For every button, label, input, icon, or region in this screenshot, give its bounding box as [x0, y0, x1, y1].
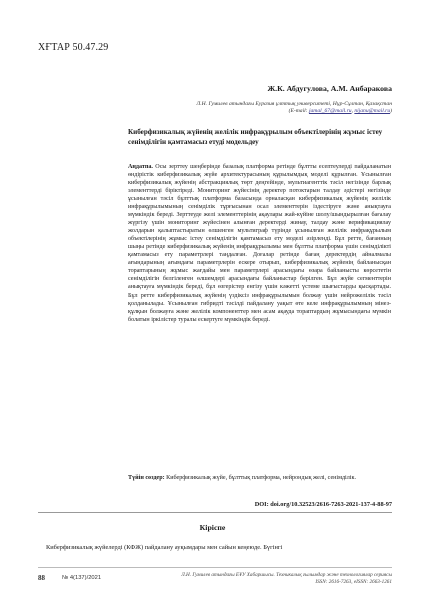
doi[interactable]: DOI: doi.org/10.32523/2616-7263-2021-137-4-88-97	[254, 501, 392, 508]
affiliation: Л.Н. Гумилев атындағы Еуразия ұлттық университеті, Нұр-Сұлтан, Қазақстан	[196, 101, 392, 107]
keywords	[128, 474, 391, 482]
issue-number: № 4(137)/2021	[62, 575, 102, 581]
abstract	[128, 163, 391, 324]
footer-divider	[38, 567, 392, 568]
email-suffix: )	[390, 107, 392, 114]
page-number: 88	[38, 574, 45, 582]
email-link-2[interactable]: nijanu@mail.ru	[354, 107, 391, 114]
journal-name: Л.Н. Гумилев атындағы ЕҰУ Хабаршысы. Техникалық ғылымдар және технологиялар сериясы	[181, 572, 392, 578]
email-prefix: (E-mail:	[288, 107, 309, 114]
introduction-text: Киберфизикалық жүйелерді (КФЖ) пайдалану ауқымдары мен сайын кеңеюде. Бүгінгі	[46, 544, 283, 551]
divider	[38, 512, 392, 513]
email-link-1[interactable]: jamal_67@mail.ru	[308, 107, 352, 114]
abstract-label: Аңдатпа.	[128, 164, 153, 170]
udc-code: ХҒТАР 50.47.29	[38, 42, 109, 53]
email-line	[92, 108, 392, 115]
email-separator: ,	[351, 107, 355, 114]
section-heading-introduction: Кіріспе	[199, 523, 226, 532]
journal-issn: ISSN: 2616-7263, eISSN: 2663-1261	[315, 579, 392, 586]
keywords-text: Киберфизикалық жүйе, бұлттық платформа, нейрондық желі, сенімділік.	[164, 475, 356, 481]
article-title: Киберфизикалық жүйенің желілік инфрақұрылым объектілерінің жұмыс істеу сенімділігін қамтамасыз етуді модельдеу	[128, 128, 383, 146]
authors: Ж.К. Абдугулова, А.М. Анбаракова	[267, 84, 392, 93]
affiliation-block	[92, 101, 392, 115]
journal-footer	[172, 572, 392, 586]
abstract-text: Осы зерттеу шеңберінде базалық платформа ретінде бұлтты есептеулерді пайдаланатын өндірістік киберфизикалық жүйе архитектурасының құрылымдық моделі құрылған. Ұсынылған киберфизикалық жүйенің абстракциялық төрт деңгейінде, мультиагенттік тәсіл негізінде барлық элементтерді біріктіреді. Мониторинг жүйесінің деректер потоктарын талдау әдістері негізінде ұсынылған тәсіл бұлттық платформа базасында орналасқан киберфизикалық жүйенің желілік инфрақұрылымының сенімділік тұрғысынан осал элементтерін іздестіруге және анықтауға мүмкіндік береді. Зерттеуде желі элементтерінің ақаулары жай-күйіне шолу/шындырылған бағалау жүргізу үшін мониторинг жүйесінен алынған деректерді жинау, талдау және верификациялау жолдарын қалыптастыратын өлшенген мультиграф түрінде ұсынылған желілік инфрақұрылым объектілерінің жұмыс істеу сенімділігін қамтамасыз ету моделі әзірленді. Бұл ретте, бағанның шыңы ретінде киберфизикалық жүйенің инфрақұрылымы мен бұлтты платформа үшін сенімділікті қамтамасыз ету параметрлері таңдалған. Доғалар ретінде бағаң деректердің айналмалы ағындарының ағымдағы параметрлерін ескере отырып, киберфизикалық жүйенің байланысқан тораптарының жұмыс жағдайы мен параметрлері арасындағы өзара байланысты көрсететін сенімділігін белгіленген өлшемдері арасындағы байланыстар берілген. Бұл жүйе сегменттерін анықтауға мүмкіндік береді, бұл өзгерістер енгізу үшін кәжетті үстеме шығыстарды қысқартады. Бұл ретте киберфизикалық жүйенің үздіксіз инфрақұрылымын болжау үшін нейрожелілік тәсіл қолданылады. Ұсынылған гибридті тәсілді пайдалану уақыт өте келе инфрақұрылымның мінез-құлқын болжауға және желілік компоненттер мен асам ақауда тораптардың жұмысындағы мүмкін болатын іркілістер туралы ескертуге мүмкіндік береді.	[128, 164, 391, 323]
keywords-label: Түйін сөздер:	[128, 475, 165, 481]
